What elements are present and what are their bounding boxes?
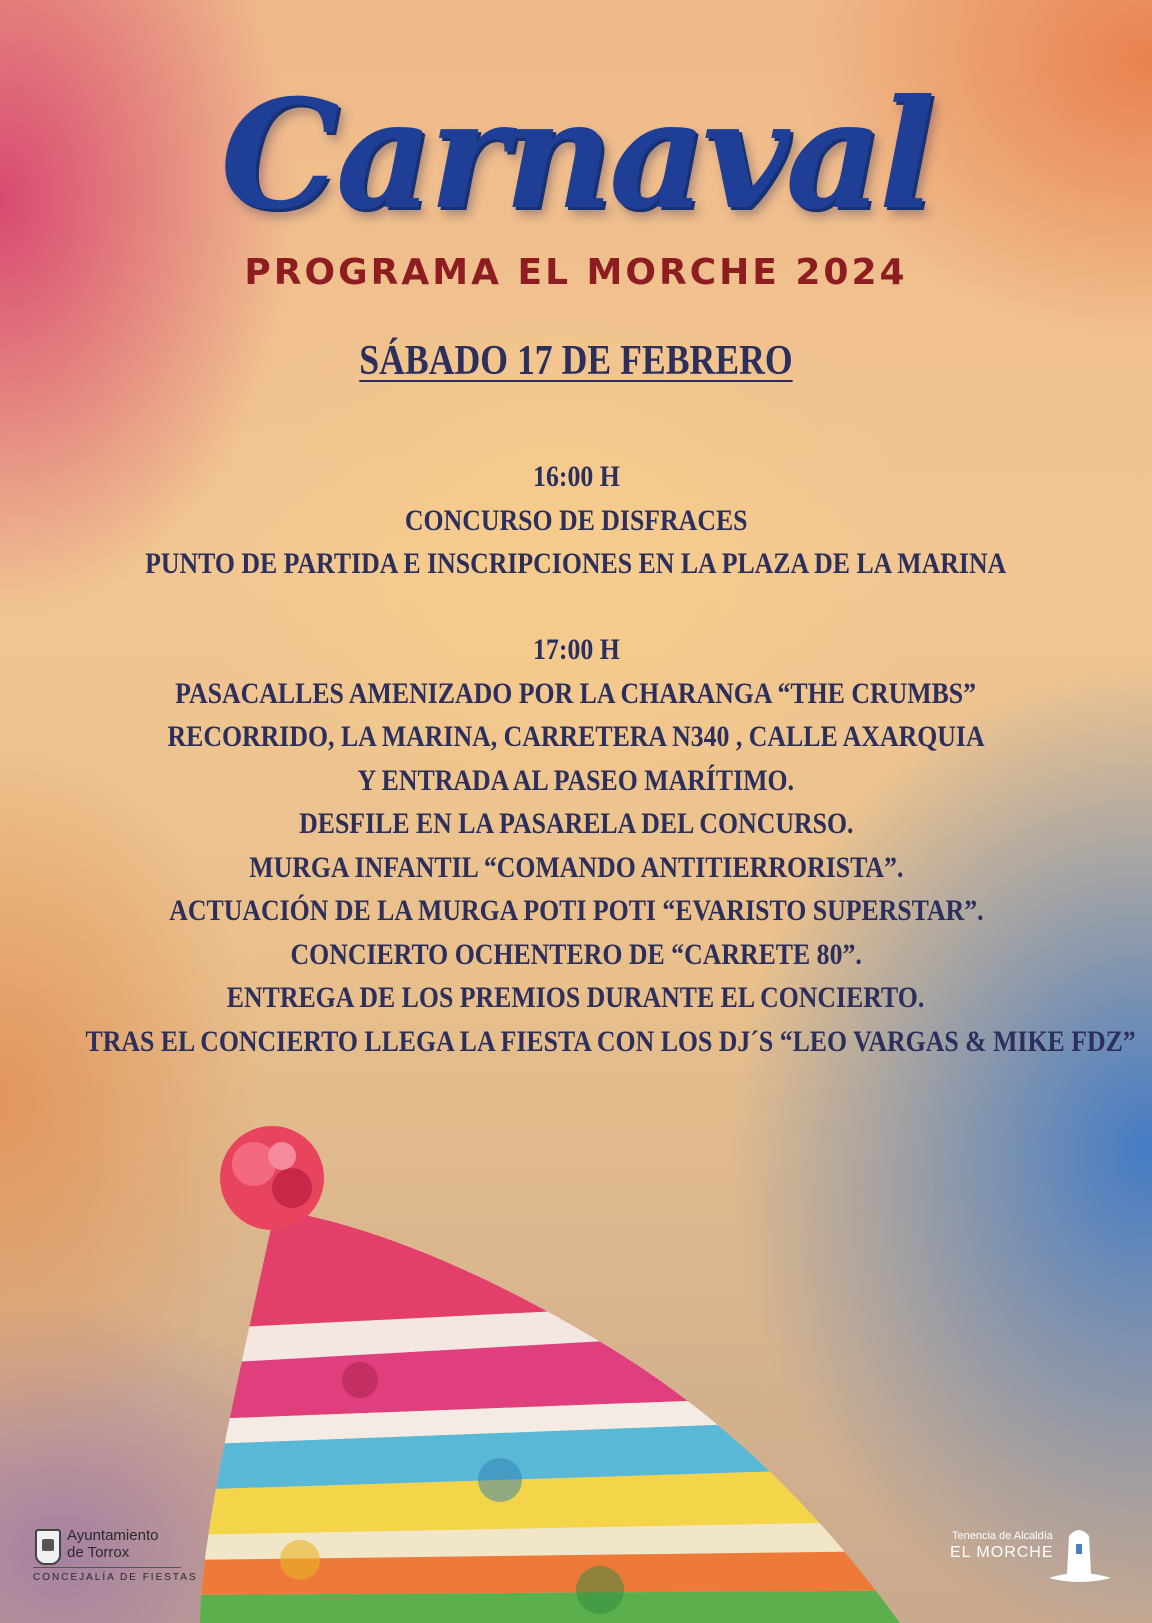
event-line: MURGA INFANTIL “COMANDO ANTITIERRORISTA”. [248,850,904,884]
tower-icon [1045,1522,1115,1592]
ayuntamiento-name: Ayuntamiento de Torrox [67,1527,159,1561]
event-time: 16:00 H [532,460,620,493]
tenencia-label: Tenencia de Alcaldía [952,1530,1053,1542]
tenencia-el-morche-logo [940,1522,1120,1602]
event-line: PASACALLES AMENIZADO POR LA CHARANGA “THE CRUMBS” [175,676,977,710]
event-line: ENTREGA DE LOS PREMIOS DURANTE EL CONCIERTO. [227,981,925,1014]
event-line: Y ENTRADA AL PASEO MARÍTIMO. [357,763,795,797]
event-line: PUNTO DE PARTIDA E INSCRIPCIONES EN LA PLAZA DE LA MARINA [145,547,1007,580]
event-block-1 [0,455,1152,586]
party-hat-icon [180,1120,980,1623]
pompom [220,1126,324,1230]
event-date [0,337,1152,385]
poster-title: Carnaval [220,67,932,243]
event-line: RECORRIDO, LA MARINA, CARRETERA N340 , CALLE AXARQUIA [167,720,985,753]
event-line: CONCIERTO OCHENTERO DE “CARRETE 80”. [290,937,862,971]
event-time: 17:00 H [532,633,620,666]
event-line: TRAS EL CONCIERTO LLEGA LA FIESTA CON LOS DJ´S “LEO VARGAS & MIKE FDZ” [85,1024,1136,1058]
ayuntamiento-torrox-logo [33,1527,198,1593]
coat-of-arms-icon [35,1529,61,1565]
event-block-2 [0,628,1152,1063]
logo-divider [33,1567,181,1568]
poster-subtitle: PROGRAMA EL MORCHE 2024 [244,252,908,293]
event-line: CONCURSO DE DISFRACES [404,503,748,537]
el-morche-label: EL MORCHE [950,1544,1054,1561]
event-date-text: SÁBADO 17 DE FEBRERO [359,338,793,384]
concejalia-label: CONCEJALÍA DE FIESTAS [33,1572,198,1583]
event-line: DESFILE EN LA PASARELA DEL CONCURSO. [298,807,854,840]
event-line: ACTUACIÓN DE LA MURGA POTI POTI “EVARISTO SUPERSTAR”. [168,894,984,927]
